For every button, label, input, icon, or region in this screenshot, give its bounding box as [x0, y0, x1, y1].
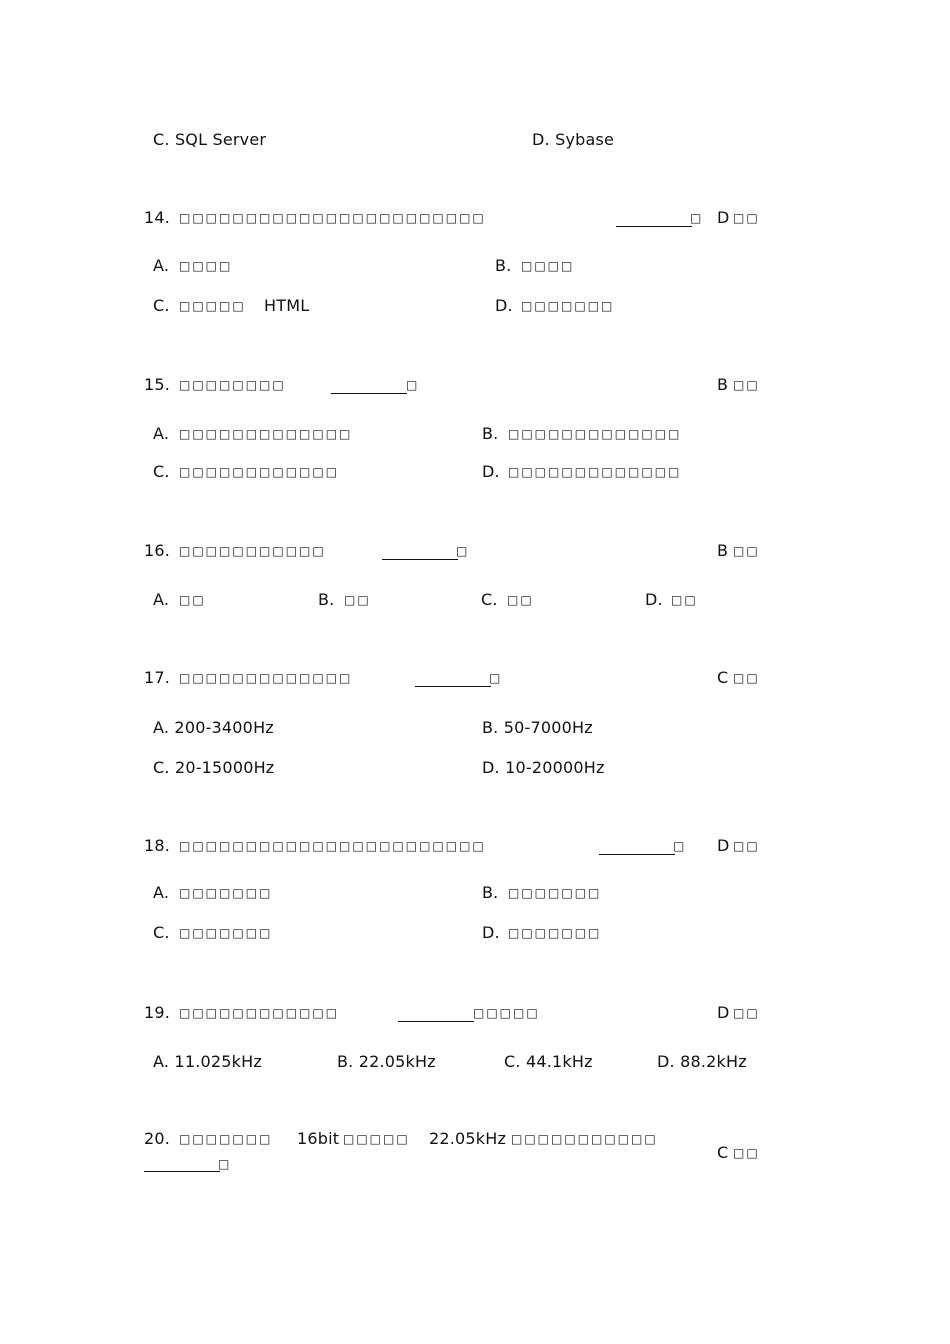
- q15-answer-tail: □□: [733, 378, 760, 392]
- q15-option-d-label: D.: [482, 462, 500, 481]
- q18-text: □□□□□□□□□□□□□□□□□□□□□□□: [179, 839, 486, 853]
- q17-option-c: C. 20-15000Hz: [153, 758, 275, 777]
- q17-option-a: A. 200-3400Hz: [153, 718, 274, 737]
- q14-option-c-extra: HTML: [264, 296, 310, 315]
- q19-text: □□□□□□□□□□□□: [179, 1006, 340, 1020]
- q13-option-c: C. SQL Server: [153, 130, 267, 149]
- q19-answer: D: [717, 1003, 730, 1022]
- q14-text: □□□□□□□□□□□□□□□□□□□□□□□: [179, 211, 486, 225]
- q18-option-d-text: □□□□□□□: [508, 926, 602, 940]
- q15-tail: □: [406, 378, 420, 392]
- q14-blank: [616, 226, 692, 227]
- q19-option-a: A. 11.025kHz: [153, 1052, 262, 1071]
- q18-option-a-label: A.: [153, 883, 170, 902]
- q16-option-d-text: □□: [671, 593, 698, 607]
- q19-blank: [398, 1021, 474, 1022]
- q18-answer: D: [717, 836, 730, 855]
- q18-option-d-label: D.: [482, 923, 500, 942]
- q13-option-d: D. Sybase: [532, 130, 615, 149]
- q18-tail: □: [673, 839, 687, 853]
- q18-option-b-label: B.: [482, 883, 499, 902]
- q14-option-d-text: □□□□□□□: [521, 299, 615, 313]
- q19-option-d: D. 88.2kHz: [657, 1052, 747, 1071]
- q17-number: 17.: [144, 668, 171, 687]
- q20-text-2: □□□□□: [343, 1132, 410, 1146]
- q20-answer-tail: □□: [733, 1146, 760, 1160]
- q18-option-b-text: □□□□□□□: [508, 886, 602, 900]
- q20-blank: [144, 1171, 220, 1172]
- q18-answer-tail: □□: [733, 839, 760, 853]
- q14-number: 14.: [144, 208, 171, 227]
- q15-text: □□□□□□□□: [179, 378, 286, 392]
- q14-option-a-text: □□□□: [179, 259, 233, 273]
- q15-option-a-text: □□□□□□□□□□□□□: [179, 427, 353, 441]
- q19-number: 19.: [144, 1003, 171, 1022]
- q16-option-a-label: A.: [153, 590, 170, 609]
- q19-answer-tail: □□: [733, 1006, 760, 1020]
- q16-option-b-text: □□: [344, 593, 371, 607]
- q17-tail: □: [489, 671, 503, 685]
- q16-blank: [382, 559, 458, 560]
- q15-option-b-label: B.: [482, 424, 499, 443]
- q20-number: 20.: [144, 1129, 171, 1148]
- q14-option-b-label: B.: [495, 256, 512, 275]
- q20-text-1: □□□□□□□: [179, 1132, 273, 1146]
- q15-answer: B: [717, 375, 728, 394]
- q16-answer: B: [717, 541, 728, 560]
- q15-blank: [331, 393, 407, 394]
- q16-option-b-label: B.: [318, 590, 335, 609]
- q17-answer: C: [717, 668, 729, 687]
- q15-option-c-label: C.: [153, 462, 170, 481]
- q14-option-d-label: D.: [495, 296, 513, 315]
- q17-blank: [415, 686, 491, 687]
- q15-option-a-label: A.: [153, 424, 170, 443]
- q20-tail: □: [218, 1157, 232, 1171]
- q17-text: □□□□□□□□□□□□□: [179, 671, 353, 685]
- q16-number: 16.: [144, 541, 171, 560]
- q16-option-c-label: C.: [481, 590, 498, 609]
- q15-option-c-text: □□□□□□□□□□□□: [179, 465, 340, 479]
- q17-option-d: D. 10-20000Hz: [482, 758, 605, 777]
- q20-bit-value: 16bit: [297, 1129, 340, 1148]
- q18-option-c-text: □□□□□□□: [179, 926, 273, 940]
- q19-option-b: B. 22.05kHz: [337, 1052, 436, 1071]
- q14-answer: D: [717, 208, 730, 227]
- q16-option-a-text: □□: [179, 593, 206, 607]
- q14-answer-tail: □□: [733, 211, 760, 225]
- q14-tail: □: [690, 211, 704, 225]
- q16-option-d-label: D.: [645, 590, 663, 609]
- q14-option-c-label: C.: [153, 296, 170, 315]
- q17-option-b: B. 50-7000Hz: [482, 718, 593, 737]
- q19-tail: □□□□□: [473, 1006, 540, 1020]
- q18-option-a-text: □□□□□□□: [179, 886, 273, 900]
- q17-answer-tail: □□: [733, 671, 760, 685]
- q15-option-b-text: □□□□□□□□□□□□□: [508, 427, 682, 441]
- q14-option-a-label: A.: [153, 256, 170, 275]
- q20-rate-value: 22.05kHz: [429, 1129, 507, 1148]
- q18-blank: [599, 854, 675, 855]
- q16-option-c-text: □□: [507, 593, 534, 607]
- q15-option-d-text: □□□□□□□□□□□□□: [508, 465, 682, 479]
- q18-option-c-label: C.: [153, 923, 170, 942]
- q14-option-c-text: □□□□□: [179, 299, 246, 313]
- q16-text: □□□□□□□□□□□: [179, 544, 326, 558]
- q20-text-3: □□□□□□□□□□□: [511, 1132, 658, 1146]
- q14-option-b-text: □□□□: [521, 259, 575, 273]
- q16-tail: □: [456, 544, 470, 558]
- q15-number: 15.: [144, 375, 171, 394]
- q20-answer: C: [717, 1143, 729, 1162]
- q18-number: 18.: [144, 836, 171, 855]
- q16-answer-tail: □□: [733, 544, 760, 558]
- q19-option-c: C. 44.1kHz: [504, 1052, 593, 1071]
